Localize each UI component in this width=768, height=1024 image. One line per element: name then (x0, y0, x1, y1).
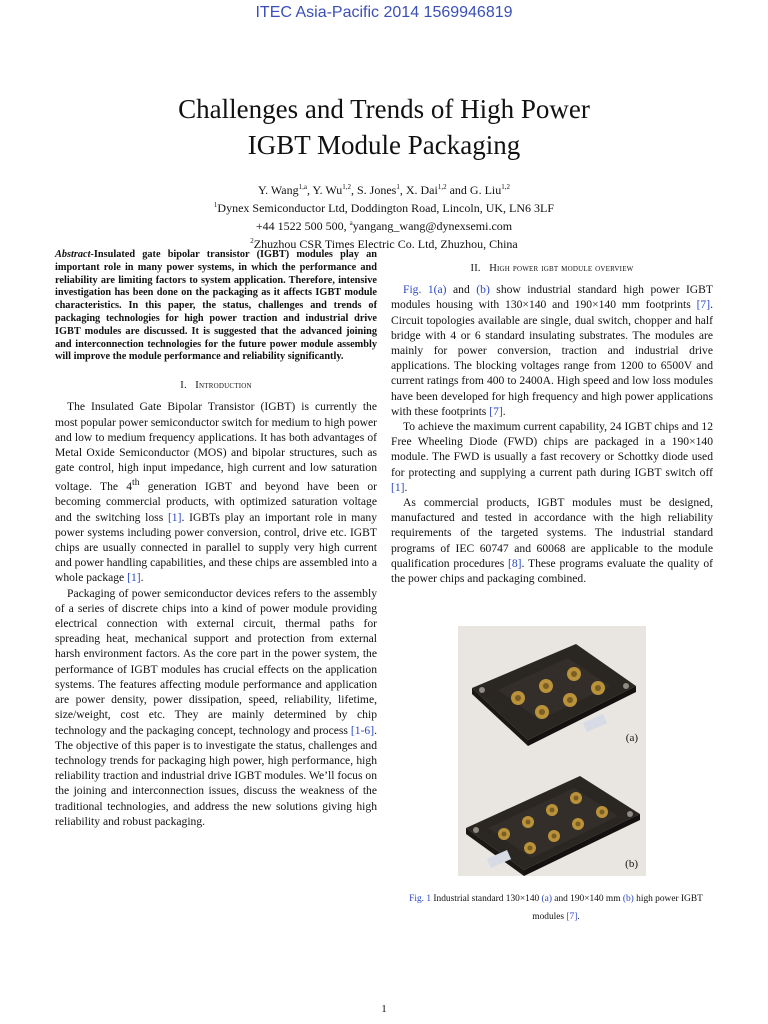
abstract (55, 249, 377, 364)
figure-caption (398, 890, 714, 926)
text-run: To achieve the maximum current capability, 24 IGBT chips and 12 Free Wheeling Diode (FWD) chips are packaged in a 190×140 module. The FWD is usually a fast recovery or Schottky diode used for protecting and supplying a current path during IGBT switch off (391, 420, 713, 479)
paragraph (391, 419, 713, 495)
module-a-illustration (458, 628, 646, 748)
author-sup: 1,a (298, 183, 307, 191)
section-title: Introduction (195, 380, 252, 392)
superscript: th (132, 477, 140, 489)
figure-link[interactable]: Fig. 1 (409, 894, 432, 904)
conference-header: ITEC Asia-Pacific 2014 1569946819 (255, 4, 513, 21)
author-list (60, 180, 708, 198)
author-sup: 1,2 (437, 183, 447, 191)
author-name: , Y. Wu (306, 183, 343, 197)
figure-label-a: (a) (625, 732, 638, 744)
citation-link[interactable]: [1-6] (350, 723, 375, 737)
author-name: Y. Wang (257, 183, 299, 197)
citation-link[interactable]: [1] (127, 571, 141, 585)
paragraph (391, 495, 713, 586)
phone-text: +44 1522 500 500, (255, 219, 350, 233)
text-run: . These programs evaluate the quality of the power chips and packaging combined. (391, 556, 713, 586)
affiliation-1 (60, 198, 708, 216)
section-heading-overview (391, 261, 713, 276)
igbt-module-photo-a (458, 628, 646, 748)
citation-link[interactable]: [7] (489, 404, 503, 418)
citation-link[interactable]: [7] (696, 298, 711, 312)
module-b-illustration (458, 758, 646, 878)
text-run: As commercial products, IGBT modules must be designed, manufactured and tested in accordance with the high reliability requirements of the targeted systems. The industrial standard programs of IEC 60747 and 60068 are applicable to the module qualification procedures (391, 496, 713, 570)
title-line-2: IGBT Module Packaging (247, 130, 521, 160)
text-run: . IGBTs play an important role in many power systems including power conversion, control, drive etc. IGBT chips are usually connected in parallel to supply very high current and power handling capabilities, and these chips are assembled into a whole package (55, 510, 377, 585)
figure-1 (458, 626, 646, 876)
title-line-1: Challenges and Trends of High Power (178, 94, 590, 124)
text-run: . (404, 480, 408, 494)
affiliation-text: Dynex Semiconductor Ltd, Doddington Road, Lincoln, UK, LN6 3LF (217, 201, 555, 215)
citation-link[interactable]: [7] (566, 912, 578, 922)
text-run: The Insulated Gate Bipolar Transistor (IGBT) is currently the most popular power semiconductor switch for medium to high power and low to medium frequency applications. It has both advantages of Metal Oxide Semiconductor (MOS) and bipolar structures, such as gate control, high input impedance, high current and low saturation voltage. The 4 (55, 400, 377, 494)
figure-link[interactable]: (b) (622, 894, 634, 904)
text-run: . The objective of this paper is to investigate the status, challenges and technology trends for packaging high power, high performance, high reliability traction and industrial drive IGBT modules. We’ll focus on the joining and interconnection issues, discuss the weakness of the traditional technologies, and address the new solutions giving high reliability and robust packaging. (55, 723, 377, 828)
author-sup: 1,2 (342, 183, 351, 191)
author-block (60, 180, 708, 252)
text-run: . (502, 404, 506, 418)
paragraph (391, 282, 713, 419)
contact-sup: a (349, 219, 353, 227)
section-number: I. (180, 380, 187, 392)
page-number: 1 (381, 1003, 387, 1015)
abstract-label: Abstract- (55, 249, 94, 260)
text-run: and 190×140 mm (551, 894, 623, 904)
text-run: generation IGBT and beyond have been or becoming commercial products, with optimized saturation voltage and the switching loss (55, 480, 377, 524)
author-name: and G. Liu (446, 183, 502, 197)
text-run: Packaging of power semiconductor devices refers to the assembly of a series of discrete chips into a kind of power module providing electrical connection with external circuit, thermal paths for spreading heat, mechanical support and protection from external harsh environment factors. As the core part in the power system, the performance of IGBT modules has crucial effects on the application systems. The features affecting module performance and application are power density, power dissipation, speed, reliability, lifetime, size/weight, cost etc. They are mainly determined by chip technology and the packaging concept, technology and process (55, 586, 377, 737)
left-column (55, 249, 377, 829)
text-run: high power IGBT modules (532, 894, 703, 922)
section-number: II. (470, 263, 481, 274)
section-title: High power igbt module overview (489, 263, 634, 274)
right-column (391, 261, 713, 586)
citation-link[interactable]: [8] (508, 556, 522, 570)
email-link[interactable]: yangang_wang@dynexsemi.com (352, 219, 513, 233)
paragraph (55, 586, 377, 829)
author-sup: 1 (396, 183, 400, 191)
text-run: show industrial standard high power IGBT modules housing with 130×140 and 190×140 mm footprints (391, 283, 713, 312)
igbt-module-photo-b (458, 758, 646, 878)
affiliation-sup: 1 (213, 201, 218, 209)
affiliation-sup: 2 (250, 237, 254, 245)
figure-label-b: (b) (625, 858, 638, 870)
citation-link[interactable]: [1] (167, 510, 182, 524)
citation-link[interactable]: [1] (391, 480, 405, 494)
figure-link[interactable]: Fig. 1(a) (403, 283, 447, 297)
figure-link[interactable]: (a) (541, 894, 552, 904)
text-run: Industrial standard 130×140 (431, 894, 542, 904)
figure-link[interactable]: (b) (476, 283, 490, 297)
author-sup: 1,2 (501, 183, 510, 191)
text-run: and (446, 283, 477, 297)
text-run: . Circuit topologies available are single, dual switch, chopper and half bridge with 4 or 6 standard insulating substrates. The modules are mainly for power conversion, traction and industrial drive applications. The blocking voltages range from 1200 to 6500V and current ratings from 400 to 2400A. High speed and low loss modules have been developed for high frequency and high power applications with these footprints (391, 298, 713, 418)
paper-title (60, 91, 708, 163)
author-name: , X. Dai (399, 183, 438, 197)
abstract-text: Insulated gate bipolar transistor (IGBT) modules play an important role in many power systems, in which the performance and reliability are limiting factors to system application. Therefore, intensive investigation has been done on the packaging as it affects IGBT module characteristics. In this paper, the status, challenges and trends of packaging technologies for high power traction and industrial drive IGBT modules are discussed. It is suggested that the advanced joining and interconnection technologies for the future power module assembly will improve the module performance and reliability significantly. (55, 249, 377, 363)
text-run: . (140, 571, 144, 585)
section-heading-introduction (55, 378, 377, 393)
paragraph (55, 399, 377, 585)
contact-line (60, 216, 708, 234)
text-run: . (577, 912, 580, 922)
affiliation-text: Zhuzhou CSR Times Electric Co. Ltd, Zhuzhou, China (253, 237, 518, 251)
author-name: , S. Jones (351, 183, 397, 197)
